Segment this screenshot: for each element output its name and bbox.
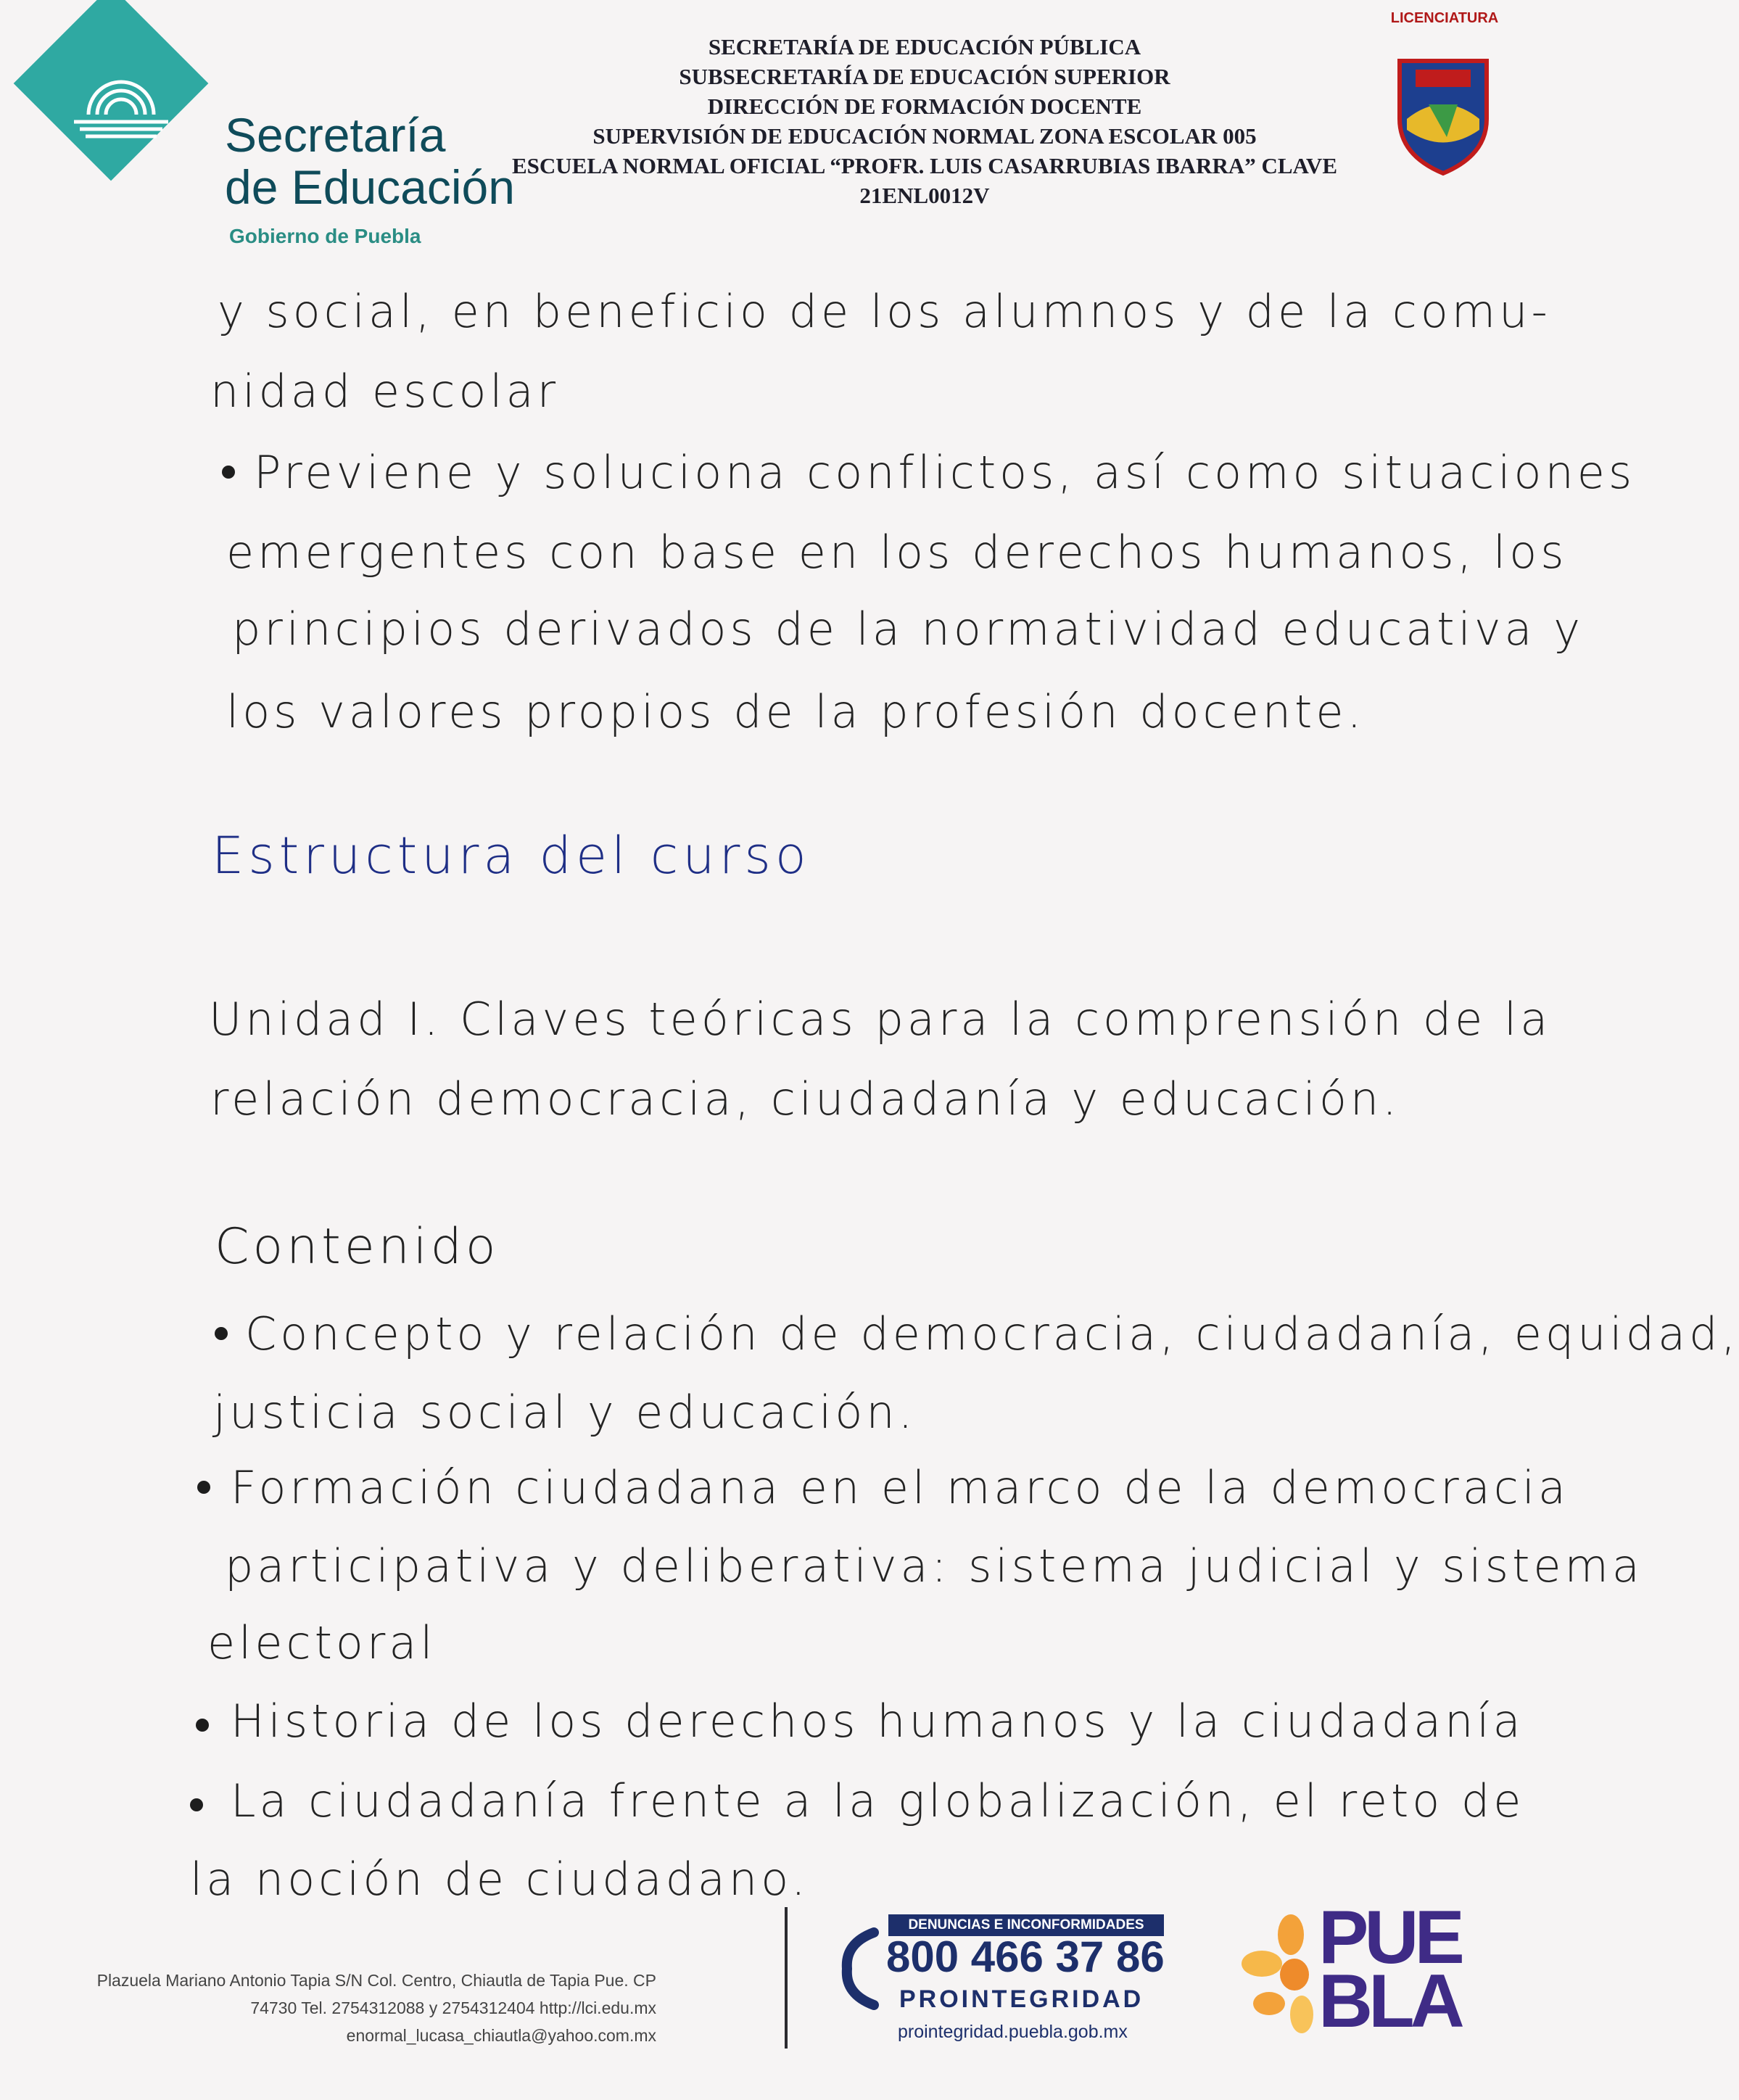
body-line: y social, en beneficio de los alumnos y de la comu- <box>218 285 1551 338</box>
complaints-tag: DENUNCIAS E INCONFORMIDADES <box>888 1914 1164 1936</box>
bullet-icon <box>215 1327 228 1340</box>
complaints-phone[interactable]: 800 466 37 86 <box>886 1932 1165 1981</box>
content-line: Historia de los derechos humanos y la ciudadanía <box>231 1695 1524 1748</box>
prointegridad-link[interactable]: prointegridad.puebla.gob.mx <box>898 2022 1128 2042</box>
school-address <box>7 1967 656 2049</box>
content-line: la noción de ciudadano. <box>190 1853 809 1906</box>
section-title: Estructura del curso <box>212 826 811 885</box>
institution-line: SECRETARÍA DE EDUCACIÓN PÚBLICA <box>708 34 1141 59</box>
content-line: electoral <box>207 1616 437 1669</box>
brand-name: Secretaría de Educación <box>225 108 515 214</box>
body-line: principios derivados de la normatividad educativa y <box>232 603 1584 656</box>
body-line: emergentes con base en los derechos humanos, los <box>226 526 1568 579</box>
content-line: Concepto y relación de democracia, ciudadanía, equidad, <box>245 1307 1739 1360</box>
content-heading: Contenido <box>215 1218 500 1276</box>
prointegridad-label: PROINTEGRIDAD <box>899 1985 1144 2013</box>
institution-header <box>435 32 1414 210</box>
body-line: los valores propios de la profesión docente. <box>226 685 1366 738</box>
address-email[interactable]: enormal_lucasa_chiautla@yahoo.com.mx <box>346 2026 656 2045</box>
content-line: La ciudadanía frente a la globalización, el reto de <box>231 1774 1525 1827</box>
address-line: 74730 Tel. 2754312088 y 2754312404 http://lci.edu.mx <box>250 1998 656 2017</box>
bullet-icon <box>196 1719 209 1732</box>
brand-subtitle: Gobierno de Puebla <box>229 225 421 247</box>
body-line: Previene y soluciona conflictos, así como situaciones <box>254 446 1636 499</box>
school-crest-icon <box>1378 10 1508 177</box>
bullet-icon <box>222 466 235 479</box>
institution-line: 21ENL0012V <box>859 183 990 208</box>
unit-line: relación democracia, ciudadanía y educación. <box>210 1072 1400 1125</box>
sep-logo-icon <box>67 64 175 144</box>
body-line: nidad escolar <box>210 365 560 418</box>
unit-line: Unidad I. Claves teóricas para la comprensión de la <box>209 993 1552 1046</box>
crest-label: LICENCIATURA <box>1390 10 1499 26</box>
content-line: Formación ciudadana en el marco de la democracia <box>231 1461 1570 1514</box>
content-line: participativa y deliberativa: sistema judicial y sistema <box>225 1539 1643 1592</box>
puebla-flower-icon <box>1240 1913 1327 2036</box>
institution-line: ESCUELA NORMAL OFICIAL “PROFR. LUIS CASARRUBIAS IBARRA” CLAVE <box>511 153 1337 178</box>
content-line: justicia social y educación. <box>213 1386 917 1439</box>
address-line: Plazuela Mariano Antonio Tapia S/N Col. Centro, Chiautla de Tapia Pue. CP <box>96 1971 656 1990</box>
phone-icon <box>841 1929 885 2009</box>
institution-line: SUPERVISIÓN DE EDUCACIÓN NORMAL ZONA ESCOLAR 005 <box>592 123 1257 149</box>
institution-line: SUBSECRETARÍA DE EDUCACIÓN SUPERIOR <box>679 64 1170 89</box>
institution-line: DIRECCIÓN DE FORMACIÓN DOCENTE <box>707 94 1142 119</box>
footer-divider <box>785 1907 788 2049</box>
bullet-icon <box>190 1798 203 1811</box>
puebla-logo: PUE BLA <box>1318 1896 1461 2043</box>
bullet-icon <box>197 1481 210 1494</box>
